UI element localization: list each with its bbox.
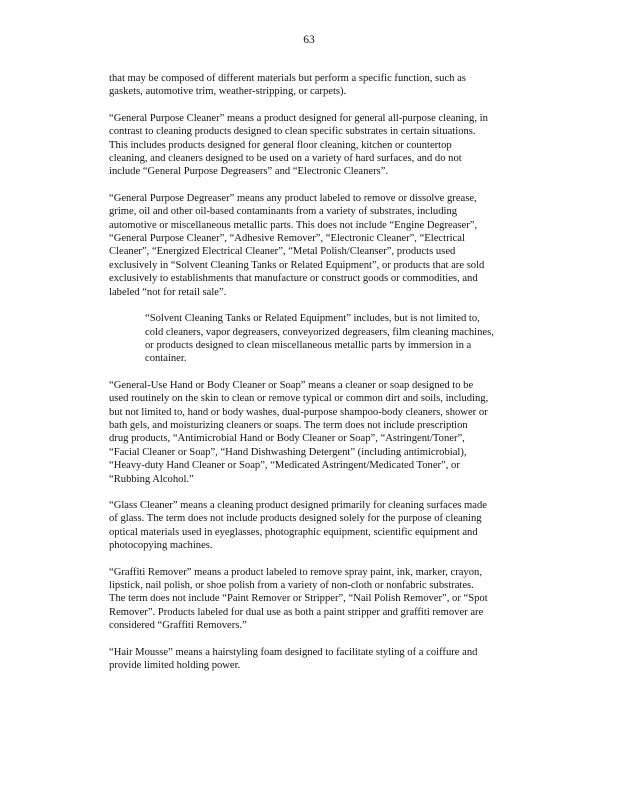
document-body [109,72,539,685]
text-line: contrast to cleaning products designed to clean specific substrates in certain situations. [109,126,476,138]
text-line: gaskets, automotive trim, weather-stripping, or carpets). [109,86,347,98]
text-line: “Rubbing Alcohol.” [109,473,194,485]
text-line: or products designed to clean miscellaneous metallic parts by immersion in a [145,339,472,351]
definition-general-use-hand-body-cleaner [109,379,539,486]
text-line: provide limited holding power. [109,660,241,672]
text-line: “Facial Cleaner or Soap”, “Hand Dishwashing Detergent” (including antimicrobial), [109,446,467,458]
text-line: lipstick, nail polish, or shoe polish from a variety of non-cloth or nonfabric substrates. [109,580,474,591]
text-line: This includes products designed for general floor cleaning, kitchen or countertop [109,139,452,151]
text-line: “Hair Mousse” means a hairstyling foam designed to facilitate styling of a coiffure and [109,646,478,658]
text-line: “Solvent Cleaning Tanks or Related Equipment” includes, but is not limited to, [145,313,480,325]
text-line: “Graffiti Remover” means a product labeled to remove spray paint, ink, marker, crayon, [109,566,482,578]
text-line: cleaning, and cleaners designed to be used on a variety of hard surfaces, and do not [109,153,462,165]
definition-general-purpose-degreaser [109,192,539,299]
text-line: that may be composed of different materials but perform a specific function, such as [109,73,466,84]
paragraph-materials-continuation [109,72,539,99]
text-line: “Glass Cleaner” means a cleaning product designed primarily for cleaning surfaces made [109,499,487,511]
definition-hair-mousse [109,646,539,673]
text-line: labeled “not for retail sale”. [109,286,227,298]
text-line: photocopying machines. [109,540,213,552]
definition-graffiti-remover [109,566,539,633]
text-line: include “General Purpose Degreasers” and “Electronic Cleaners”. [109,166,389,178]
text-line: but not limited to, hand or body washes, dual-purpose shampoo-body cleaners, shower or [109,406,488,418]
text-line: “Heavy-duty Hand Cleaner or Soap”, “Medicated Astringent/Medicated Toner”, or [109,460,460,472]
page-number: 63 [303,34,315,46]
text-line: container. [145,353,187,365]
text-line: automotive or miscellaneous metallic parts. This does not include “Engine Degreaser”, [109,219,478,231]
text-line: grime, oil and other oil-based contaminants from a variety of substrates, including [109,206,458,218]
definition-solvent-cleaning-tanks [145,312,529,366]
text-line: optical materials used in eyeglasses, photographic equipment, scientific equipment and [109,526,478,538]
text-line: The term does not include “Paint Remover or Stripper”, “Nail Polish Remover”, or “Spot [109,593,488,605]
text-line: Cleaner”, “Energized Electrical Cleaner”, “Metal Polish/Cleanser”, products used [109,246,456,258]
text-line: “General Purpose Cleaner” means a product designed for general all-purpose cleaning, in [109,112,488,124]
text-line: drug products, “Antimicrobial Hand or Body Cleaner or Soap”, “Astringent/Toner”, [109,433,465,445]
text-line: “General Purpose Degreaser” means any product labeled to remove or dissolve grease, [109,192,477,204]
text-line: considered “Graffiti Removers.” [109,620,247,632]
text-line: “General-Use Hand or Body Cleaner or Soap” means a cleaner or soap designed to be [109,379,474,391]
definition-general-purpose-cleaner [109,112,539,179]
definition-glass-cleaner [109,499,539,553]
text-line: exclusively in “Solvent Cleaning Tanks or Related Equipment”, or products that are sold [109,259,485,271]
text-line: used routinely on the skin to clean or remove typical or common dirt and soils, including, [109,393,489,405]
text-line: of glass. The term does not include products designed solely for the purpose of cleaning [109,513,482,525]
text-line: Remover”. Products labeled for dual use as both a paint stripper and graffiti remover are [109,606,484,618]
text-line: “General Purpose Cleaner”, “Adhesive Remover”, “Electronic Cleaner”, “Electrical [109,233,465,245]
text-line: exclusively to establishments that manufacture or construct goods or commodities, and [109,273,478,285]
text-line: bath gels, and moisturizing cleaners or soaps. The term does not include prescription [109,419,468,431]
text-line: cold cleaners, vapor degreasers, conveyorized degreasers, film cleaning machines, [145,326,494,338]
